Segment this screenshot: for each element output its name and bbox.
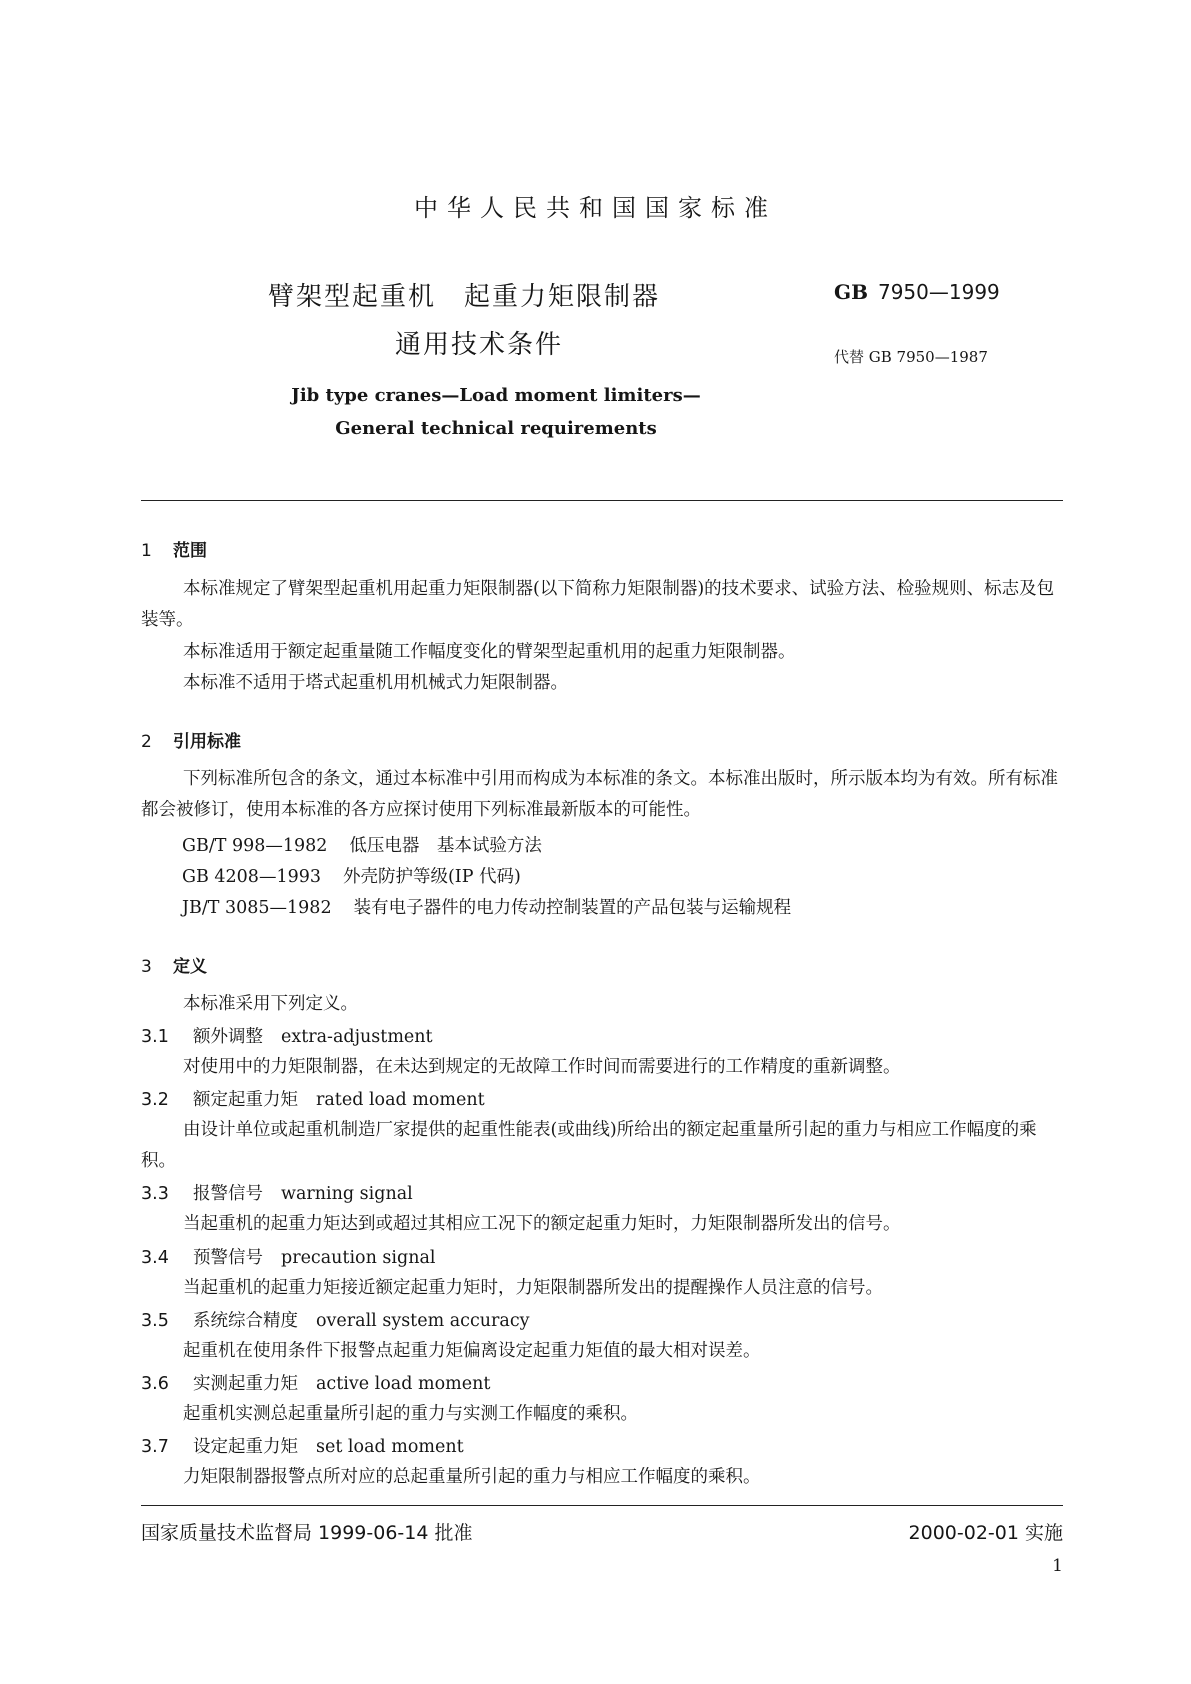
definition-number: 3.5 — [141, 1311, 169, 1331]
definition-number: 3.7 — [141, 1437, 169, 1457]
section-number: 3 — [141, 957, 152, 977]
definition-term-english: set load moment — [316, 1437, 464, 1457]
reference-code: GB/T 998—1982 — [182, 836, 328, 856]
definition-term: 设定起重力矩 — [193, 1437, 298, 1457]
standard-number — [834, 280, 1000, 304]
definition-heading — [141, 1023, 433, 1048]
definition-term-english: rated load moment — [316, 1090, 485, 1110]
header-divider — [141, 500, 1063, 501]
definition-number: 3.2 — [141, 1090, 169, 1110]
definition-text: 力矩限制器报警点所对应的总起重量所引起的重力与相应工作幅度的乘积。 — [183, 1467, 761, 1487]
section-1-paragraph-1: 本标准规定了臂架型起重机用起重力矩限制器(以下简称力矩限制器)的技术要求、试验方法、检验规则、标志及包装等。 — [141, 579, 1055, 630]
footer-divider — [141, 1505, 1063, 1506]
definition-term: 实测起重力矩 — [193, 1374, 298, 1394]
definition-number: 3.4 — [141, 1248, 169, 1268]
reference-name: 装有电子器件的电力传动控制装置的产品包装与运输规程 — [353, 898, 792, 918]
replaces-standard: 代替 GB 7950—1987 — [834, 348, 988, 366]
reference-name: 外壳防护等级(IP 代码) — [342, 867, 521, 887]
section-1-heading — [141, 536, 207, 561]
definition-number: 3.1 — [141, 1027, 169, 1047]
definition-term: 系统综合精度 — [193, 1311, 298, 1331]
definition-number: 3.3 — [141, 1184, 169, 1204]
definition-text: 起重机实测总起重量所引起的重力与实测工作幅度的乘积。 — [183, 1404, 638, 1424]
reference-item — [182, 894, 791, 919]
definition-term: 额外调整 — [193, 1027, 263, 1047]
section-1-paragraph-3: 本标准不适用于塔式起重机用机械式力矩限制器。 — [183, 673, 568, 693]
definition-term-english: precaution signal — [281, 1248, 436, 1268]
section-2-paragraph-1: 下列标准所包含的条文，通过本标准中引用而构成为本标准的条文。本标准出版时，所示版本均为有效。所有标准都会被修订，使用本标准的各方应探讨使用下列标准最新版本的可能性。 — [141, 769, 1058, 820]
section-title: 范围 — [173, 541, 207, 561]
definition-text: 起重机在使用条件下报警点起重力矩偏离设定起重力矩值的最大相对误差。 — [183, 1341, 761, 1361]
section-title: 定义 — [173, 957, 207, 977]
english-title-line2: General technical requirements — [335, 418, 657, 439]
definition-heading — [141, 1244, 436, 1269]
definition-text: 当起重机的起重力矩达到或超过其相应工况下的额定起重力矩时，力矩限制器所发出的信号。 — [183, 1214, 901, 1234]
reference-name: 低压电器 基本试验方法 — [349, 836, 542, 856]
definition-heading — [141, 1370, 490, 1395]
section-title: 引用标准 — [173, 732, 241, 752]
definition-text: 当起重机的起重力矩接近额定起重力矩时，力矩限制器所发出的提醒操作人员注意的信号。 — [183, 1278, 883, 1298]
effective-date: 2000-02-01 实施 — [908, 1522, 1063, 1544]
reference-item — [182, 832, 542, 857]
reference-item — [182, 863, 521, 888]
definition-term: 额定起重力矩 — [193, 1090, 298, 1110]
definition-heading — [141, 1433, 464, 1458]
reference-code: JB/T 3085—1982 — [182, 898, 332, 918]
section-3-intro: 本标准采用下列定义。 — [183, 994, 358, 1014]
definition-term-english: overall system accuracy — [316, 1311, 530, 1331]
definition-term: 报警信号 — [193, 1184, 263, 1204]
definition-text: 对使用中的力矩限制器，在未达到规定的无故障工作时间而需要进行的工作精度的重新调整。 — [183, 1057, 901, 1077]
definition-heading — [141, 1086, 485, 1111]
gb-number: 7950—1999 — [877, 280, 1000, 304]
document-title-line2: 通用技术条件 — [395, 330, 564, 360]
reference-code: GB 4208—1993 — [182, 867, 321, 887]
page-number: 1 — [1052, 1556, 1063, 1576]
section-number: 1 — [141, 541, 152, 561]
definition-term: 预警信号 — [193, 1248, 263, 1268]
definition-term-english: active load moment — [316, 1374, 491, 1394]
national-standard-heading: 中华人民共和国国家标准 — [414, 194, 777, 222]
definition-number: 3.6 — [141, 1374, 169, 1394]
definition-text: 由设计单位或起重机制造厂家提供的起重性能表(或曲线)所给出的额定起重量所引起的重力与相应工作幅度的乘积。 — [141, 1120, 1037, 1171]
gb-prefix: GB — [834, 280, 868, 304]
definition-term-english: extra-adjustment — [281, 1027, 433, 1047]
section-2-heading — [141, 727, 241, 752]
section-3-heading — [141, 952, 207, 977]
definition-term-english: warning signal — [281, 1184, 413, 1204]
definition-heading — [141, 1307, 530, 1332]
approval-date: 国家质量技术监督局 1999-06-14 批准 — [141, 1522, 473, 1544]
document-title-line1: 臂架型起重机 起重力矩限制器 — [268, 282, 661, 312]
section-number: 2 — [141, 732, 152, 752]
definition-heading — [141, 1180, 413, 1205]
section-1-paragraph-2: 本标准适用于额定起重量随工作幅度变化的臂架型起重机用的起重力矩限制器。 — [183, 642, 796, 662]
english-title-line1: Jib type cranes—Load moment limiters— — [291, 385, 701, 406]
